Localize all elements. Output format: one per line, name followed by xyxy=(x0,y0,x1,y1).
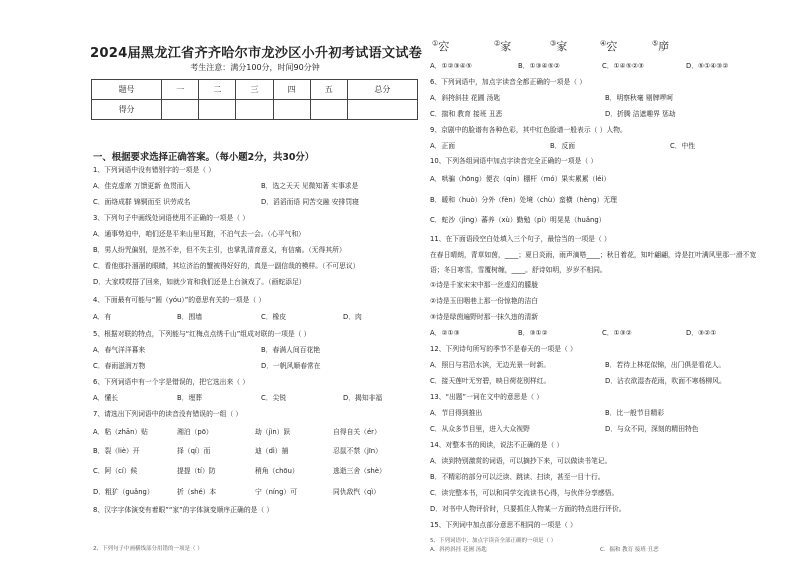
answer-option: 劫（jìn）跃 xyxy=(255,428,291,436)
answer-option: C．阿（cí）候 xyxy=(93,467,138,475)
answer-option: A．粘（zhān）贴 xyxy=(93,428,148,436)
answer-option: B．明察秋毫 剔牌啰呵 xyxy=(605,94,673,102)
answer-option: D．揭知非福 xyxy=(343,394,383,402)
answer-option: C．揣和 教育 接班 丑恶 xyxy=(430,110,503,118)
answer-option: A．懂长 xyxy=(93,394,119,402)
answer-option: A．节目得到推出 xyxy=(430,409,483,417)
table-cell: 题号 xyxy=(92,80,162,100)
answer-option: C．面络成群 锦铜而至 识劳成名 xyxy=(93,198,191,206)
answer-option: C．从众多节目里，进入大众视野 xyxy=(430,425,530,433)
answer-option: A．春气洋洋暮来 xyxy=(93,346,146,354)
answer-option: B．反面 xyxy=(550,142,576,150)
passage-text: 语；冬日寒雪，雪覆树缠，____。舒诗如明，岁岁不相同。 xyxy=(430,266,607,274)
table-cell: 五 xyxy=(310,80,347,100)
answer-option: A．读到特别激赏的词语，可以摘抄下来，可以做读书笔记。 xyxy=(430,457,612,465)
answer-option: D．与众不同，深刻的精田特色 xyxy=(605,425,699,433)
question-text: 5、下列词语中，加点字读音全部正确的一项是（ ） xyxy=(430,538,557,544)
answer-option: B．男人纷咒偏别，是然不幸，但不失主引，也掌乳清育意义，有信痛。（无得其所） xyxy=(93,246,346,254)
answer-option: 提提（tí）防 xyxy=(177,467,216,475)
question-text: 11、在下面语段空白处填入三个句子，最恰当的一项是（ ） xyxy=(430,235,611,243)
answer-option: 自得自关（ér） xyxy=(333,428,381,436)
answer-option: C．①④⑤②③ xyxy=(602,62,645,70)
answer-option: C．接天莲叶无穷碧，映日荷花别样红。 xyxy=(430,377,551,385)
answer-option: B．比一般节目精彩 xyxy=(605,409,665,417)
answer-option: D．滔滔而语 同苦交融 安排罚寝 xyxy=(261,198,359,206)
answer-option: A．正面 xyxy=(430,142,456,150)
answer-option: B．埋葬 xyxy=(177,394,203,402)
answer-option: 稍角（chōu） xyxy=(255,467,299,475)
answer-option: C．中性 xyxy=(670,142,696,150)
answer-option: A．佳克虚席 万馈更新 鱼贯而入 xyxy=(93,182,191,190)
answer-option: B．暖和（huò）分外（fèn）处境（chù）蛮横（hèng）无理 xyxy=(430,196,617,204)
table-cell: 总分 xyxy=(347,80,417,100)
answer-option: A．斜挎斜挂 花圃 汤匙 xyxy=(430,94,501,102)
passage-sentence: ②诗是玉田咽巷上那一份惊艳的洁白 xyxy=(430,297,539,305)
score-table-score-row xyxy=(92,100,418,120)
passage-text: 在春日晴朗，青草如茵，____；夏日炎雨，雨声滴嗒____；秋日着花，知叶翩翩，诗是扛叶满风里那一滑不宽 xyxy=(430,251,757,259)
answer-option: A．①②③④⑤ xyxy=(430,62,472,70)
answer-option: D．对书中人物评价时，只要抓住人物某一方面的特点进行评价。 xyxy=(430,505,626,513)
answer-option: B．春满人间百花艳 xyxy=(261,346,321,354)
answer-option: D．折腾 洁遮趣界 惩劫 xyxy=(605,110,676,118)
question-text: 2、下列句子中画横线部分用错的一项是（ ） xyxy=(93,546,203,552)
answer-option: C．读完整本书，可以和同学交流读书心得，与伙伴分享感悟。 xyxy=(430,489,619,497)
seal-glyph-icon: 㝐 xyxy=(606,40,618,53)
question-text: 8、汉字字体演变有着眼”“家”的字体演变顺序正确的是（ ） xyxy=(93,506,274,514)
table-cell: 二 xyxy=(199,80,236,100)
answer-option: B．①③④⑤② xyxy=(518,62,560,70)
answer-option: A．照日与君沿水滨，无边光景一时新。 xyxy=(430,361,551,369)
answer-option: C．春雨滋润万物 xyxy=(93,362,146,370)
answer-option: C．蛇沙（jìng）蕃养（xù）勤勉（pí）明晃晃（huǎng） xyxy=(430,216,606,224)
question-text: 7、请选出下列词语中的读音没有错误的一组（ ） xyxy=(93,410,243,418)
glyph-item: ⑤㡿 xyxy=(652,39,670,53)
section-heading: 一、根据要求选择正确答案。（每小题2分，共30分） xyxy=(93,152,315,163)
question-text: 1、下列词语中没有错别字的一项是（ ） xyxy=(93,166,216,174)
passage-sentence: ①诗是千家宋宋中那一丝虚幻的朦胧 xyxy=(430,281,539,289)
answer-option: 忍鼠不禁（jīn） xyxy=(333,447,382,455)
glyph-item: ①㝐 xyxy=(432,39,450,53)
answer-option: A．哄骗（hōng）便衣（qín）棚杆（mó）果实累累（léi） xyxy=(430,175,611,183)
question-text: 5、根据对联的特点，下列能与“红梅点点绣千山”组成对联的一项是（ ） xyxy=(93,330,311,338)
answer-option: A．通事势迫中，咱们还是平来山里耳跑，不泊气去一会。（心平气和） xyxy=(93,230,305,238)
answer-option: 宁（níng）可 xyxy=(255,488,298,496)
answer-option: C．尖锐 xyxy=(261,394,287,402)
answer-option: C．橡皮 xyxy=(261,313,287,321)
answer-option: D．粗犷（guǎng） xyxy=(93,488,154,496)
question-text: 13、“出题”一词在文中的意思是（ ） xyxy=(430,393,544,401)
question-text: 4、下面最有可能与“圆（yóu）”的意思有关的一项是（ ） xyxy=(93,296,266,304)
answer-option: D．一帆风顺春常在 xyxy=(261,362,321,370)
page-title: 2024届黑龙江省齐齐哈尔市龙沙区小升初考试语文试卷 xyxy=(90,46,423,61)
right-column xyxy=(430,0,780,562)
answer-option: D．③②① xyxy=(686,329,717,337)
exam-notice: 考生注意：满分100分，时间90分钟 xyxy=(190,63,320,72)
question-text: 6、下列词语中有一个字是错误的，把它选出来（ ） xyxy=(93,378,250,386)
character-evolution-row xyxy=(430,38,780,60)
answer-option: 逃逝三舍（shè） xyxy=(333,467,386,475)
question-text: 14、对整本书的阅读，说法不正确的是（ ） xyxy=(430,441,564,449)
seal-glyph-icon: 㡿 xyxy=(658,40,670,53)
answer-option: C．揣和 教育 接班 丑恶 xyxy=(600,547,659,553)
answer-option: D．大家哎哎搭了回来，如就少宵和我们还是上台演戏了。（画蛇添足） xyxy=(93,278,306,286)
question-text: 6、下列词语中，加点字读音全都正确的一项是（ ） xyxy=(430,78,587,86)
answer-option: C．①③② xyxy=(602,329,632,337)
table-cell: 三 xyxy=(236,80,273,100)
table-cell xyxy=(199,100,236,120)
answer-option: 湘泊（pō） xyxy=(177,428,213,436)
seal-glyph-icon: 家 xyxy=(500,40,512,53)
score-table xyxy=(91,79,418,120)
answer-option: A．有 xyxy=(93,313,112,321)
question-text: 9、京剧中的脸谱有各种色彩，其中红色脸谱一般表示（ ）人物。 xyxy=(430,126,627,134)
answer-option: 同仇敌忾（qì） xyxy=(333,488,380,496)
answer-option: C．看他那扑溜溜的眼睛，其垃济治的蟹被得好好的，真是一副信哉的模样。（不可思议） xyxy=(93,262,360,270)
score-table-header-row xyxy=(92,80,418,100)
glyph-item: ③家 xyxy=(550,39,568,53)
table-cell xyxy=(162,100,199,120)
answer-option: A．斜挎斜挂 花圃 汤匙 xyxy=(430,547,487,553)
answer-option: 择（qí）而 xyxy=(177,447,211,455)
glyph-item: ②家 xyxy=(494,39,512,53)
question-text: 3、下列句子中画线处词语使用不正确的一项是（ ） xyxy=(93,214,250,222)
table-cell xyxy=(310,100,347,120)
answer-option: 迪（dì）捕 xyxy=(255,447,289,455)
answer-option: B．选之天天 见微知著 实事求是 xyxy=(261,182,359,190)
answer-option: A．②①③ xyxy=(430,329,460,337)
answer-option: B．③①② xyxy=(518,329,548,337)
answer-option: D．肉 xyxy=(343,313,362,321)
table-cell: 得分 xyxy=(92,100,162,120)
table-cell xyxy=(347,100,417,120)
question-text: 15、下列词中加点部分意思不相同的一项是（ ） xyxy=(430,521,577,529)
answer-option: 折（shé）本 xyxy=(177,488,217,496)
answer-option: B．围墙 xyxy=(177,313,203,321)
table-cell xyxy=(236,100,273,120)
answer-option: D．⑤①④③② xyxy=(686,62,729,70)
question-text: 12、下列诗句所写的季节不是春天的一项是（ ） xyxy=(430,345,577,353)
glyph-item: ④㝐 xyxy=(600,39,618,53)
left-column xyxy=(85,0,425,562)
answer-option: B．裂（liè）开 xyxy=(93,447,140,455)
seal-glyph-icon: 㝐 xyxy=(438,40,450,53)
passage-sentence: ③诗是绿茵遍野时那一抹久违的清新 xyxy=(430,313,539,321)
answer-option: B．若待上林花似锦，出门俱是看花人。 xyxy=(605,361,726,369)
answer-option: B．不精彩的部分可以泛读、跳读、扫读，甚至一目十行。 xyxy=(430,473,605,481)
question-text: 10、下列各组词语中加点字读音完全正确的一项是（ ） xyxy=(430,157,598,165)
table-cell: 四 xyxy=(273,80,310,100)
seal-glyph-icon: 家 xyxy=(556,40,568,53)
answer-option: D．沾衣欲湿杏花雨，吹面不寒杨柳风。 xyxy=(605,377,726,385)
table-cell: 一 xyxy=(162,80,199,100)
table-cell xyxy=(273,100,310,120)
